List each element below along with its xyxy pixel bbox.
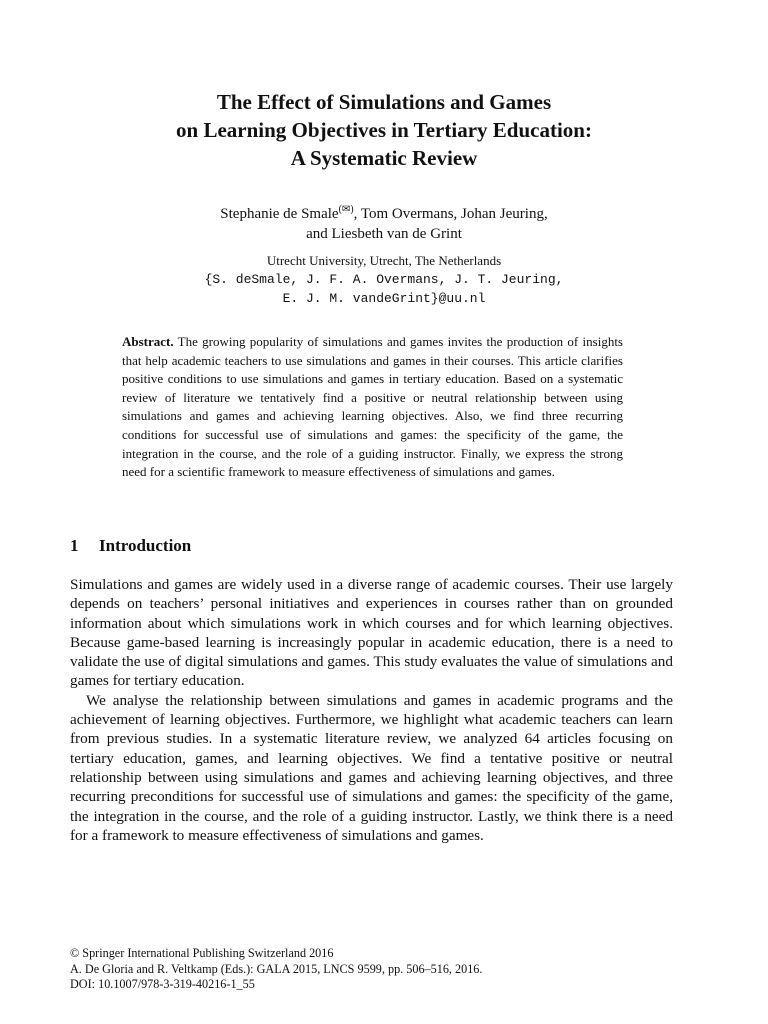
author-line-2: and Liesbeth van de Grint <box>306 226 462 242</box>
title-line-1: The Effect of Simulations and Games <box>216 90 552 114</box>
section-body <box>70 575 673 845</box>
envelope-icon: (✉) <box>338 204 354 215</box>
author-list <box>60 200 708 244</box>
email-line-1: {S. deSmale, J. F. A. Overmans, J. T. Jeuring, <box>204 272 564 287</box>
institution: Utrecht University, Utrecht, The Netherlands <box>266 253 502 268</box>
title-line-3: A Systematic Review <box>290 146 478 170</box>
abstract-label: Abstract. <box>122 334 174 349</box>
copyright-notice: © Springer International Publishing Switzerland 2016 <box>70 946 334 960</box>
paragraph: Simulations and games are widely used in a diverse range of academic courses. Their use largely depends on teachers’ personal initiatives and experiences in courses rather than on grounded information about which simulations work in which courses and for which learning objectives. Because game-based learning is increasingly popular in academic education, there is a need to validate the use of digital simulations and games. This study evaluates the value of simulations and games for tertiary education. <box>70 576 673 690</box>
abstract-text: The growing popularity of simulations and games invites the production of insights that help academic teachers to use simulations and games in their courses. This article clarifies positive conditions to use simulations and games in tertiary education. Based on a systematic review of literature we tentatively find a positive or neutral relationship between using simulations and games and achieving learning objectives. Also, we find three recurring conditions for successful use of simulations and games: the specificity of the game, the integration in the course, and the role of a guiding instructor. Finally, we express the strong need for a scientific framework to measure effectiveness of simulations and games. <box>122 334 623 480</box>
title-line-2: on Learning Objectives in Tertiary Education: <box>176 118 592 142</box>
publication-footer <box>70 946 710 993</box>
author-line-1 <box>60 200 708 224</box>
affiliation-block <box>60 251 708 308</box>
section-number: 1 <box>70 536 79 555</box>
citation: A. De Gloria and R. Veltkamp (Eds.): GALA 2015, LNCS 9599, pp. 506–516, 2016. <box>70 961 483 976</box>
section-title: Introduction <box>99 536 192 555</box>
co-authors: , Tom Overmans, Johan Jeuring, <box>353 206 548 222</box>
section-heading <box>70 536 191 556</box>
email-line-2: E. J. M. vandeGrint}@uu.nl <box>282 291 486 306</box>
corresponding-author-name: Stephanie de Smale <box>220 206 339 222</box>
doi: DOI: 10.1007/978-3-319-40216-1_55 <box>70 977 255 991</box>
paragraph: We analyse the relationship between simulations and games in academic programs and the achievement of learning objectives. Furthermore, we highlight what academic teachers can learn from previous studies. In a systematic literature review, we analyzed 64 articles focusing on tertiary education, games, and learning objectives. We find a tentative positive or neutral relationship between using simulations and games and achieving learning objectives, and three recurring preconditions for successful use of simulations and games: the specificity of the game, the integration in the course, and the role of a guiding instructor. Lastly, we think there is a need for a framework to measure effectiveness of simulations and games. <box>70 691 673 844</box>
paper-title <box>60 88 708 172</box>
abstract <box>122 333 623 482</box>
